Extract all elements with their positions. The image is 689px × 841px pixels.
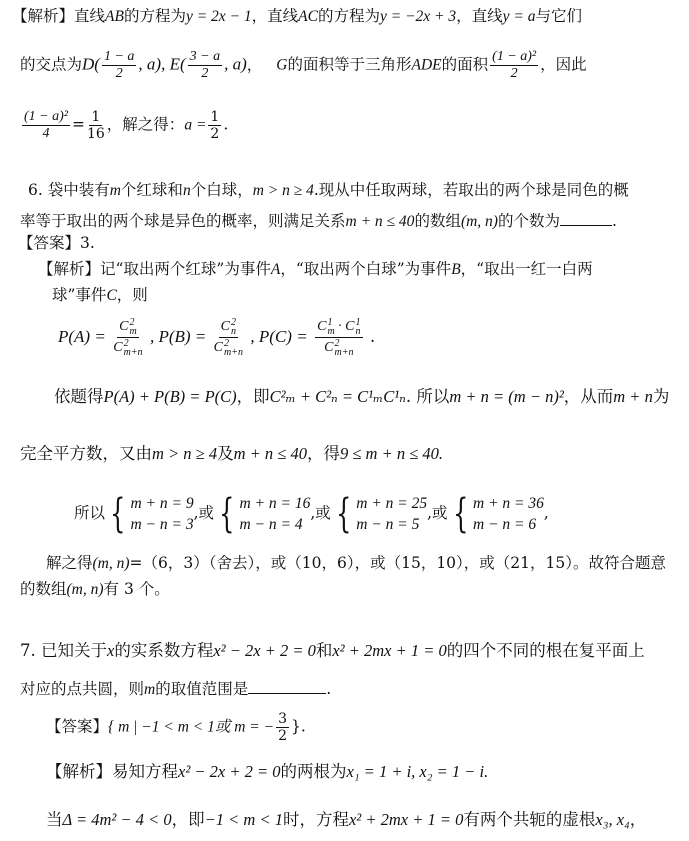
- q6-line-1: [28, 183, 629, 199]
- system-1: [130, 493, 193, 535]
- text: ，从而: [563, 387, 614, 406]
- eq: m − n = 6: [473, 516, 537, 533]
- eq: m − n = 5: [356, 516, 420, 533]
- math: m + n ≤ 40: [345, 213, 415, 230]
- sup: 1: [355, 317, 361, 328]
- question-number: 7. 已知关于: [20, 641, 107, 660]
- fraction: [208, 110, 221, 141]
- eq: m + n = 16: [239, 495, 311, 512]
- fraction: [490, 50, 538, 81]
- question-number: 6. 袋中装有: [28, 181, 110, 199]
- numerator: [315, 318, 362, 338]
- math-ADE: ADE: [411, 56, 442, 74]
- math: x: [107, 641, 115, 660]
- math-eq: y = −2x + 3: [380, 8, 457, 25]
- text: 的方程为: [123, 7, 186, 25]
- text: 所以: [74, 504, 106, 522]
- numerator: (1 − a)²: [24, 109, 68, 124]
- text: 的两根为: [280, 762, 347, 781]
- numerator: 3 − a: [189, 49, 221, 64]
- denominator: 4: [42, 126, 50, 141]
- text: 的面积: [441, 55, 489, 74]
- text: 和: [315, 641, 333, 660]
- math: , a), E(: [138, 54, 186, 74]
- text: =（6，3）（舍去），或（10，6），或（15，10），或（21，15）。故符合题意: [129, 554, 666, 572]
- c: · C: [334, 319, 355, 335]
- text: 完全平方数，又由: [20, 444, 152, 463]
- numerator: (1 − a)²: [492, 49, 537, 64]
- text: }.: [291, 717, 306, 736]
- sup: 2: [334, 338, 340, 349]
- math: P(A) + P(B) = P(C): [103, 387, 237, 406]
- text: 【解析】记“取出两个红球”为事件: [38, 260, 271, 278]
- math: x² + 2mx + 1 = 0: [348, 810, 464, 829]
- sup: 1: [327, 317, 333, 328]
- text: 有两个共轭的虚根: [463, 810, 596, 829]
- math: x² − 2x + 2 = 0: [178, 762, 281, 781]
- numerator: 3: [278, 711, 288, 727]
- math-AB: AB: [105, 8, 124, 25]
- math: m: [144, 681, 156, 698]
- text: 的实系数方程: [114, 641, 214, 660]
- math-AC: AC: [298, 8, 318, 25]
- denominator: 2: [201, 66, 209, 81]
- fraction: [276, 712, 289, 743]
- text: ，: [246, 55, 263, 74]
- math: , P(B) =: [149, 327, 207, 346]
- text: .: [369, 327, 376, 347]
- text: 个白球，: [190, 181, 253, 199]
- denominator: [113, 338, 142, 357]
- text: .: [612, 212, 617, 230]
- label-analysis: 【解析】直线: [12, 7, 106, 25]
- q6-line-2: [20, 211, 617, 230]
- text: 及: [217, 444, 234, 463]
- analysis-line-1: [12, 9, 582, 25]
- math: B: [451, 261, 461, 278]
- text: 依题得: [54, 387, 104, 406]
- answer-blank: [248, 679, 326, 694]
- sup: 2: [123, 338, 129, 349]
- q6-answer: [18, 236, 95, 252]
- math: m + n ≤ 40: [233, 444, 307, 463]
- text: ,或: [310, 504, 331, 522]
- q6-solution-1: [46, 556, 666, 572]
- text: 解之得: [46, 554, 93, 572]
- text: 为: [652, 387, 670, 406]
- math: C: [106, 287, 117, 304]
- text: 的方程为: [317, 7, 380, 25]
- eq: m + n = 36: [473, 495, 544, 512]
- math: P(A) =: [58, 327, 106, 346]
- q6-systems: [74, 493, 549, 535]
- text: .: [223, 115, 229, 134]
- math: D(: [82, 54, 100, 74]
- numerator: [117, 318, 139, 338]
- sub: m+n: [224, 347, 243, 358]
- text: 有 3 个。: [103, 580, 170, 598]
- q6-square: [20, 446, 443, 463]
- text: ，直线: [456, 7, 503, 25]
- text: 的个数为: [497, 212, 560, 230]
- q6-solution-2: [20, 582, 170, 598]
- numerator: 1: [210, 109, 220, 125]
- brace: {: [335, 491, 352, 537]
- text: 的数组: [414, 212, 461, 230]
- math-eq: y = a: [502, 8, 536, 25]
- eq: m + n = 9: [130, 495, 194, 512]
- denominator: 2: [210, 126, 220, 142]
- q7-discriminant: [46, 812, 646, 829]
- denominator: 2: [115, 66, 123, 81]
- c: C: [213, 340, 224, 356]
- sub: m: [327, 326, 335, 337]
- q6-explain-2: [52, 288, 148, 304]
- q6-dependence: [54, 389, 669, 406]
- text: 【解析】易知方程: [46, 762, 178, 781]
- c: C: [324, 340, 334, 356]
- math: (m, n): [460, 213, 498, 230]
- math: m > n ≥ 4: [152, 444, 218, 463]
- text: ,或: [427, 504, 448, 522]
- math: m > n ≥ 4: [252, 182, 314, 199]
- text: 当: [46, 810, 63, 829]
- math: , a): [224, 54, 247, 74]
- q7-line-1: [20, 643, 645, 660]
- fraction: [102, 50, 136, 81]
- q7-explain: [46, 764, 488, 781]
- text: 个红球和: [120, 181, 183, 199]
- text: . 所以: [405, 387, 450, 406]
- sup: 2: [129, 317, 135, 328]
- denominator: [214, 338, 243, 357]
- fraction: [214, 318, 243, 357]
- text: 的四个不同的根在复平面上: [446, 641, 645, 660]
- analysis-line-3: [20, 110, 228, 141]
- eq: m − n = 4: [239, 516, 303, 533]
- analysis-line-2: [20, 50, 587, 81]
- math: x² + 2mx + 1 = 0: [332, 641, 447, 660]
- text: 的交点为: [20, 55, 83, 74]
- math: (m, n): [92, 555, 130, 572]
- text: .: [326, 680, 332, 698]
- math: , P(C) =: [250, 327, 308, 346]
- numerator: [219, 318, 238, 338]
- eq: m + n = 25: [356, 495, 428, 512]
- math: m: [109, 182, 121, 199]
- sub: n: [231, 326, 236, 337]
- sub: n: [355, 326, 361, 337]
- text: 与它们: [535, 7, 583, 25]
- answer-label: 【答案】: [46, 717, 109, 736]
- sup: 2: [231, 317, 236, 328]
- text: ，即: [171, 810, 205, 829]
- system-2: [239, 493, 310, 535]
- math: C²ₘ + C²ₙ = C¹ₘC¹ₙ: [269, 387, 406, 406]
- math: m + n: [613, 387, 653, 406]
- text: 的取值范围是: [155, 680, 249, 698]
- answer-blank: [560, 211, 612, 226]
- math: x₃, x₄: [595, 810, 630, 829]
- denominator: 2: [510, 66, 518, 81]
- brace: {: [110, 491, 126, 537]
- text: 对应的点共圆，则: [20, 680, 145, 698]
- math: Δ = 4m² − 4 < 0: [62, 810, 172, 829]
- text: .现从中任取两球，若取出的两个球是同色的概: [313, 181, 629, 199]
- answer-label: 【答案】3.: [18, 234, 95, 252]
- system-4: [473, 493, 544, 535]
- math: a =: [184, 116, 207, 134]
- text: ，解之得：: [106, 115, 185, 134]
- fraction: [22, 110, 70, 141]
- text: 时，方程: [282, 810, 349, 829]
- text: ，: [629, 810, 647, 829]
- math: x² − 2x + 2 = 0: [213, 641, 316, 660]
- c: C: [113, 340, 123, 356]
- fraction: [315, 318, 362, 357]
- text: 率等于取出的两个球是异色的概率，则满足关系: [20, 212, 346, 230]
- math: n: [182, 182, 191, 199]
- q7-answer: [46, 712, 306, 743]
- c: C: [317, 319, 327, 335]
- math: x₁ = 1 + i, x₂ = 1 − i.: [346, 762, 489, 781]
- q6-probability-formulas: [58, 318, 375, 357]
- math-G: G: [276, 56, 288, 74]
- sub: m: [129, 326, 137, 337]
- sup: 2: [224, 338, 230, 349]
- q7-line-2: [20, 679, 331, 698]
- text: ，因此: [540, 55, 587, 74]
- fraction: [87, 110, 105, 141]
- text: ，直线: [251, 7, 299, 25]
- text: ，“取出一红一白两: [460, 260, 593, 278]
- text: ，则: [116, 286, 148, 304]
- text: ,: [543, 504, 549, 522]
- text: 的面积等于三角形: [287, 55, 412, 74]
- text: 的数组: [20, 580, 67, 598]
- text: ,或: [193, 504, 215, 522]
- math: A: [270, 261, 281, 278]
- math: 9 ≤ m + n ≤ 40.: [339, 444, 444, 463]
- equals: =: [71, 115, 85, 134]
- denominator: [324, 338, 353, 357]
- numerator: 1 − a: [103, 49, 135, 64]
- text: ，即: [236, 387, 270, 406]
- math: { m | −1 < m < 1或 m = −: [108, 718, 275, 736]
- text: ，得: [306, 444, 340, 463]
- math: (m, n): [66, 581, 104, 598]
- denominator: 2: [278, 728, 288, 744]
- math: m + n = (m − n)²: [449, 387, 564, 406]
- c: C: [119, 319, 129, 335]
- fraction: [113, 318, 142, 357]
- q6-explain-1: [38, 262, 593, 278]
- fraction: [188, 50, 222, 81]
- text: ，“取出两个白球”为事件: [280, 260, 452, 278]
- c: C: [220, 319, 230, 335]
- denominator: 16: [86, 126, 105, 142]
- brace: {: [452, 491, 468, 537]
- eq: m − n = 3: [130, 516, 194, 533]
- sub: m+n: [123, 347, 143, 358]
- math-eq: y = 2x − 1: [185, 8, 252, 25]
- sub: m+n: [334, 347, 354, 358]
- text: 球”事件: [52, 286, 107, 304]
- brace: {: [219, 491, 235, 537]
- math: −1 < m < 1: [204, 810, 283, 829]
- numerator: 1: [91, 109, 101, 125]
- system-3: [356, 493, 427, 535]
